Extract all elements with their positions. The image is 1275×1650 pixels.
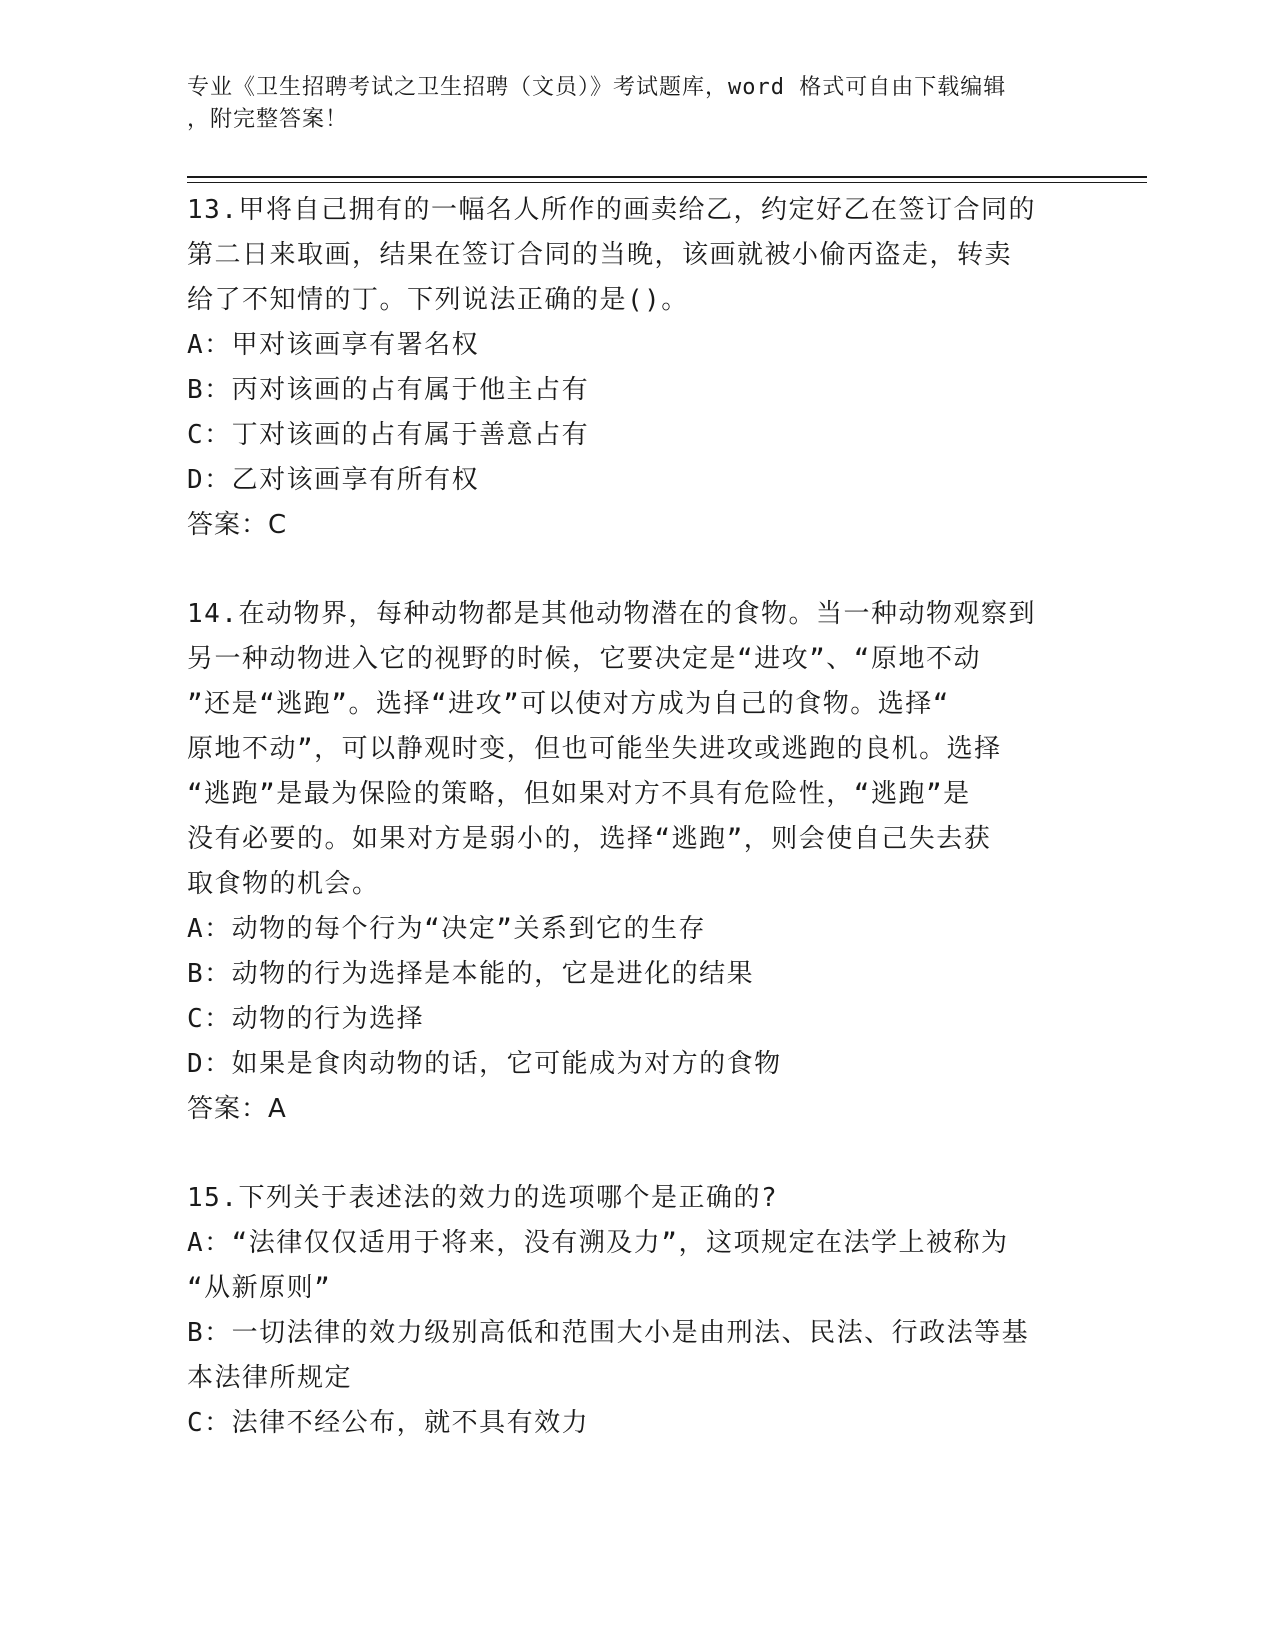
answer-option: A：甲对该画享有署名权 [187, 330, 480, 360]
answer-option: A：动物的每个行为“决定”关系到它的生存 [187, 914, 706, 944]
header-line-2: ，附完整答案！ [187, 107, 349, 132]
question-stem-line: 第二日来取画，结果在签订合同的当晚，该画就被小偷丙盗走，转卖 [187, 240, 1013, 270]
answer-option: B：动物的行为选择是本能的，它是进化的结果 [187, 959, 755, 989]
header-divider-thick [187, 176, 1147, 178]
question-stem-line: 13.甲将自己拥有的一幅名人所作的画卖给乙，约定好乙在签订合同的 [187, 195, 1036, 225]
question-stem-line: 没有必要的。如果对方是弱小的，选择“逃跑”，则会使自己失去获 [187, 824, 992, 854]
question-block [187, 1176, 1067, 1446]
question-list [187, 188, 1067, 1446]
question-spacer [187, 1132, 1067, 1176]
header-line-1: 专业《卫生招聘考试之卫生招聘（文员）》考试题库，word 格式可自由下载编辑 [187, 75, 1007, 100]
question-spacer [187, 548, 1067, 592]
question-block [187, 592, 1067, 1132]
question-stem-line: “逃跑”是最为保险的策略，但如果对方不具有危险性，“逃跑”是 [187, 779, 971, 809]
question-stem-line: 15.下列关于表述法的效力的选项哪个是正确的? [187, 1183, 779, 1213]
page-header [187, 72, 1067, 136]
question-stem-line: 14.在动物界，每种动物都是其他动物潜在的食物。当一种动物观察到 [187, 599, 1036, 629]
answer-option: B：丙对该画的占有属于他主占有 [187, 375, 590, 405]
question-block [187, 188, 1067, 548]
answer-option: C：法律不经公布，就不具有效力 [187, 1408, 590, 1438]
answer-key: 答案：A [187, 1094, 287, 1124]
answer-key: 答案：C [187, 510, 288, 540]
answer-option: “从新原则” [187, 1273, 332, 1303]
question-stem-line: ”还是“逃跑”。选择“进攻”可以使对方成为自己的食物。选择“ [187, 689, 950, 719]
question-stem-line: 取食物的机会。 [187, 869, 380, 899]
question-stem-line: 给了不知情的丁。下列说法正确的是()。 [187, 285, 689, 315]
answer-option: D：如果是食肉动物的话，它可能成为对方的食物 [187, 1049, 782, 1079]
answer-option: B：一切法律的效力级别高低和范围大小是由刑法、民法、行政法等基 [187, 1318, 1030, 1348]
answer-option: D：乙对该画享有所有权 [187, 465, 480, 495]
question-stem-line: 原地不动”，可以静观时变，但也可能坐失进攻或逃跑的良机。选择 [187, 734, 1002, 764]
answer-option: C：丁对该画的占有属于善意占有 [187, 420, 590, 450]
question-stem-line: 另一种动物进入它的视野的时候，它要决定是“进攻”、“原地不动 [187, 644, 981, 674]
answer-option: C：动物的行为选择 [187, 1004, 425, 1034]
answer-option: A：“法律仅仅适用于将来，没有溯及力”，这项规定在法学上被称为 [187, 1228, 1009, 1258]
header-divider-thin [187, 182, 1147, 183]
answer-option: 本法律所规定 [187, 1363, 353, 1393]
